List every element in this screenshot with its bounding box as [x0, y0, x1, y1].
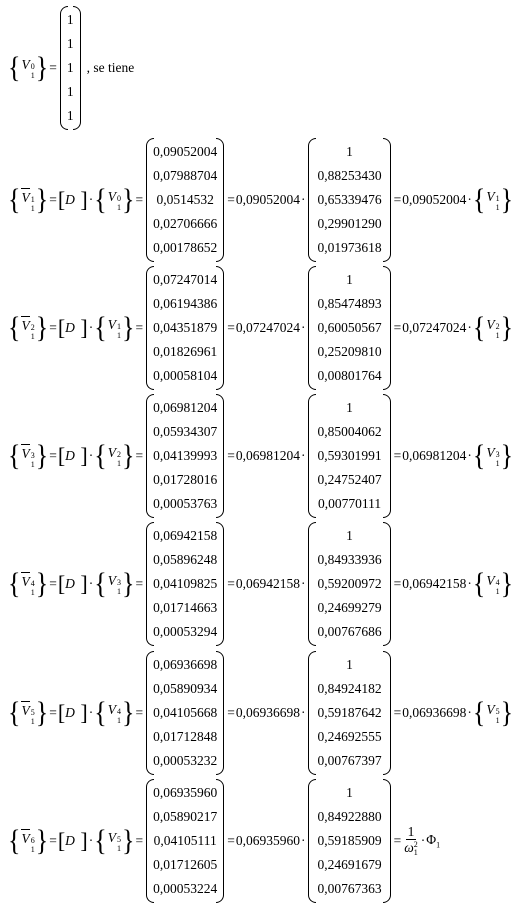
matrix-cell: 0,0514532	[156, 192, 214, 207]
matrix-cell: 0,00053224	[153, 881, 218, 896]
matrix-cell: 0,84922880	[317, 809, 382, 824]
inverse-omega-squared: 1 ω 2 1	[404, 823, 418, 858]
matrix-cell: 0,84933936	[317, 552, 382, 567]
matrix-cell: 0,01714663	[153, 600, 218, 615]
matrix-cell: 0,06936698	[153, 657, 218, 672]
matrix-cell: 0,00770111	[317, 496, 382, 511]
scalar-factor-repeat: 0,07247024	[402, 320, 467, 335]
product-vector	[146, 266, 224, 390]
matrix-cell: 1	[66, 35, 74, 51]
barred-vector: V 3 1	[21, 445, 35, 469]
scalar-factor-repeat: 0,09052004	[402, 192, 467, 207]
matrix-cell: 0,00767397	[317, 753, 382, 768]
iteration-equation: { V 4 1 } = [ D ] · { V 3 1 } = 0,06942158 0,05896248 0,04109825 0,01714663 0,00053294 = 0,06942158 · 1 0,84933936 0,59200972 0,24699279 0,00767686 = 0,06942158 · { V 4 1 }	[8, 522, 513, 646]
matrix-cell: 1	[346, 657, 353, 672]
left-brace: {	[8, 310, 21, 345]
matrix-d: D	[65, 192, 75, 207]
matrix-cell: 0,59187642	[317, 705, 382, 720]
matrix-cell: 1	[346, 272, 353, 287]
matrix-cell: 0,07988704	[153, 168, 218, 183]
matrix-cell: 0,00053232	[153, 753, 218, 768]
left-brace: {	[8, 695, 21, 730]
normalized-vector	[308, 522, 390, 646]
left-brace: {	[8, 50, 21, 85]
intro-equation: { V 0 1 } = 1 1 1 1 1 , se tiene	[8, 8, 134, 128]
matrix-cell: 1	[346, 144, 353, 159]
matrix-cell: 0,59185909	[317, 833, 382, 848]
left-brace: {	[8, 823, 21, 858]
next-vector: V 3 1	[486, 444, 500, 468]
previous-vector: V 2 1	[107, 444, 121, 468]
matrix-d: D	[65, 833, 75, 848]
intro-trailing-text: , se tiene	[86, 60, 135, 75]
initial-vector: V 0 1	[21, 56, 35, 80]
matrix-cell: 1	[66, 84, 74, 100]
next-vector: V 5 1	[486, 701, 500, 725]
matrix-cell: 1	[66, 59, 74, 75]
matrix-cell: 0,05890217	[153, 809, 218, 824]
product-vector	[146, 522, 224, 646]
right-brace: }	[35, 695, 49, 730]
matrix-cell: 0,24691679	[317, 857, 382, 872]
left-brace: {	[8, 182, 21, 217]
matrix-cell: 0,06981204	[153, 400, 218, 415]
matrix-cell: 0,00053763	[153, 496, 218, 511]
normalized-vector	[308, 138, 390, 262]
normalized-vector	[308, 266, 390, 390]
matrix-cell: 0,01712848	[153, 729, 218, 744]
matrix-cell: 0,01728016	[153, 472, 218, 487]
matrix-cell: 0,01973618	[317, 240, 382, 255]
barred-vector: V 5 1	[21, 702, 35, 726]
barred-vector: V 1 1	[21, 189, 35, 213]
next-vector: V 1 1	[486, 188, 500, 212]
product-vector	[146, 138, 224, 262]
matrix-cell: 0,00767363	[317, 881, 382, 896]
matrix-d: D	[65, 576, 75, 591]
matrix-cell: 1	[346, 785, 353, 800]
phi-mode: $\Phi_1$	[426, 832, 441, 850]
matrix-cell: 0,29901290	[317, 216, 382, 231]
scalar-factor-repeat: 0,06936698	[402, 705, 467, 720]
matrix-cell: 0,04105111	[153, 833, 217, 848]
scalar-factor: 0,07247024	[235, 320, 300, 335]
matrix-cell: 0,24699279	[317, 600, 382, 615]
matrix-cell: 0,02706666	[153, 216, 218, 231]
normalized-vector	[308, 394, 390, 518]
next-vector: V 4 1	[486, 572, 500, 596]
left-brace: {	[8, 438, 21, 473]
matrix-cell: 0,00053294	[153, 624, 218, 639]
matrix-cell: 0,00801764	[317, 368, 382, 383]
matrix-cell: 0,06935960	[153, 785, 218, 800]
matrix-cell: 0,05890934	[153, 681, 218, 696]
matrix-cell: 0,01712605	[153, 857, 218, 872]
matrix-cell: 0,06194386	[153, 296, 218, 311]
normalized-vector	[308, 651, 390, 775]
previous-vector: V 4 1	[107, 701, 121, 725]
scalar-factor: 0,06936698	[235, 705, 300, 720]
right-brace: }	[35, 50, 49, 85]
matrix-cell: 0,06942158	[153, 528, 218, 543]
matrix-cell: 0,04351879	[153, 320, 218, 335]
right-brace: }	[35, 310, 49, 345]
matrix-cell: 0,04109825	[153, 576, 218, 591]
matrix-cell: 0,59301991	[317, 448, 382, 463]
product-vector	[146, 394, 224, 518]
product-vector	[146, 779, 224, 903]
matrix-cell: 1	[346, 400, 353, 415]
matrix-cell: 0,25209810	[317, 344, 382, 359]
matrix-cell: 0,05934307	[153, 424, 218, 439]
matrix-cell: 0,59200972	[317, 576, 382, 591]
normalized-vector	[308, 779, 390, 903]
previous-vector: V 0 1	[107, 188, 121, 212]
iteration-equation: { V 6 1 } = [ D ] · { V 5 1 } = 0,06935960 0,05890217 0,04105111 0,01712605 0,00053224 = 0,06935960 · 1 0,84922880 0,59185909 0,24691679 0,00767363 = 1 ω 2 1 · $\Phi_1$	[8, 779, 440, 903]
iteration-equation: { V 3 1 } = [ D ] · { V 2 1 } = 0,06981204 0,05934307 0,04139993 0,01728016 0,00053763 = 0,06981204 · 1 0,85004062 0,59301991 0,24752407 0,00770111 = 0,06981204 · { V 3 1 }	[8, 394, 513, 518]
scalar-factor: 0,06981204	[235, 448, 300, 463]
iteration-equation: { V 2 1 } = [ D ] · { V 1 1 } = 0,07247014 0,06194386 0,04351879 0,01826961 0,00058104 = 0,07247024 · 1 0,85474893 0,60050567 0,25209810 0,00801764 = 0,07247024 · { V 2 1 }	[8, 266, 513, 390]
previous-vector: V 1 1	[107, 316, 121, 340]
scalar-factor: 0,09052004	[235, 192, 300, 207]
scalar-factor-repeat: 0,06981204	[402, 448, 467, 463]
matrix-cell: 0,84924182	[317, 681, 382, 696]
matrix-cell: 0,07247014	[153, 272, 218, 287]
matrix-cell: 0,05896248	[153, 552, 218, 567]
matrix-cell: 0,88253430	[317, 168, 382, 183]
right-brace: }	[35, 823, 49, 858]
product-vector	[146, 651, 224, 775]
scalar-factor-repeat: 0,06942158	[402, 576, 467, 591]
matrix-cell: 0,65339476	[317, 192, 382, 207]
matrix-cell: 0,01826961	[153, 344, 218, 359]
matrix-cell: 0,00178652	[153, 240, 218, 255]
right-brace: }	[35, 438, 49, 473]
matrix-cell: 0,85474893	[317, 296, 382, 311]
matrix-cell: 1	[66, 11, 74, 27]
matrix-cell: 0,04105668	[153, 705, 218, 720]
iteration-equation: { V 1 1 } = [ D ] · { V 0 1 } = 0,09052004 0,07988704 0,0514532 0,02706666 0,00178652 = 0,09052004 · 1 0,88253430 0,65339476 0,29901290 0,01973618 = 0,09052004 · { V 1 1 }	[8, 138, 513, 262]
matrix-cell: 0,00767686	[317, 624, 382, 639]
matrix-d: D	[65, 705, 75, 720]
matrix-d: D	[65, 320, 75, 335]
iteration-equation: { V 5 1 } = [ D ] · { V 4 1 } = 0,06936698 0,05890934 0,04105668 0,01712848 0,00053232 = 0,06936698 · 1 0,84924182 0,59187642 0,24692555 0,00767397 = 0,06936698 · { V 5 1 }	[8, 651, 513, 775]
matrix-d: D	[65, 448, 75, 463]
matrix-cell: 0,85004062	[317, 424, 382, 439]
ones-vector	[60, 6, 81, 131]
matrix-cell: 1	[346, 528, 353, 543]
right-brace: }	[35, 182, 49, 217]
scalar-factor: 0,06942158	[235, 576, 300, 591]
matrix-cell: 0,09052004	[153, 144, 218, 159]
matrix-cell: 0,04139993	[153, 448, 218, 463]
matrix-cell: 1	[66, 108, 74, 124]
barred-vector: V 6 1	[21, 830, 35, 854]
matrix-cell: 0,24692555	[317, 729, 382, 744]
matrix-cell: 0,00058104	[153, 368, 218, 383]
previous-vector: V 3 1	[107, 572, 121, 596]
left-brace: {	[8, 566, 21, 601]
next-vector: V 2 1	[486, 316, 500, 340]
scalar-factor: 0,06935960	[235, 833, 300, 848]
barred-vector: V 2 1	[21, 317, 35, 341]
barred-vector: V 4 1	[21, 573, 35, 597]
matrix-cell: 0,24752407	[317, 472, 382, 487]
right-brace: }	[35, 566, 49, 601]
previous-vector: V 5 1	[107, 829, 121, 853]
matrix-cell: 0,60050567	[317, 320, 382, 335]
